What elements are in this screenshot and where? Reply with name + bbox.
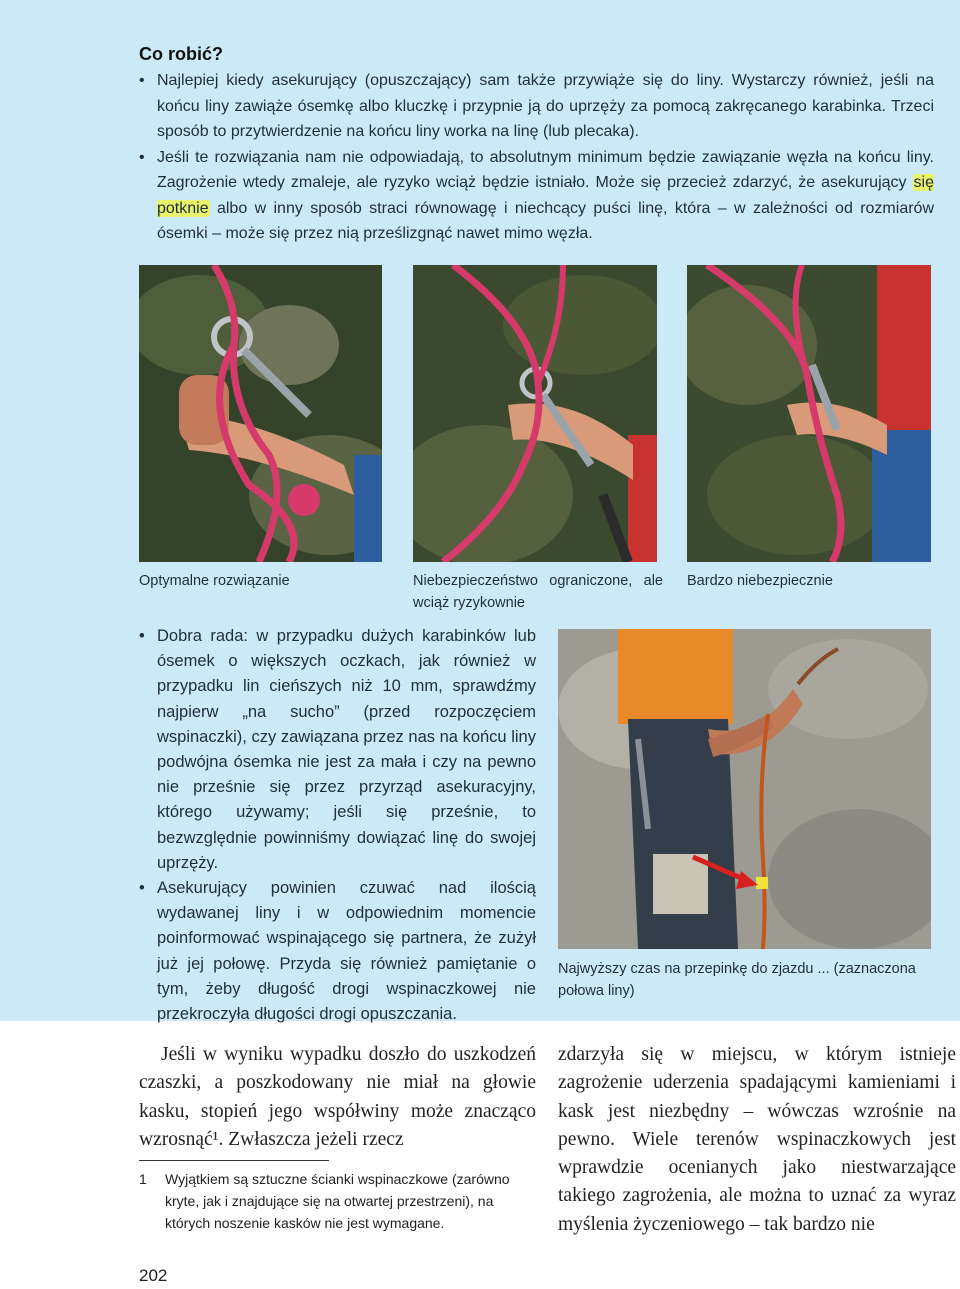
photo-optimal-illustration	[139, 265, 382, 562]
body-text-left: Jeśli w wyniku wypadku doszło do uszkodzeń czaszki, a poszkodowany nie miał na głowie kasku, stopień jego współwiny może znacząco wzrosnąć¹. Zwłaszcza jeżeli rzecz	[139, 1044, 536, 1150]
bullet-knot-minimum	[139, 145, 934, 247]
bullet-knot-text-2: albo w inny sposób straci równowagę i niechcący puści linę, która – w zależności od rozmiarów ósemki – może się przez nią prześlizgnąć nawet mimo węzła.	[157, 199, 934, 242]
photo-midpoint-illustration	[558, 629, 931, 949]
footnote	[139, 1168, 539, 1234]
caption-midpoint: Najwyższy czas na przepinkę do zjazdu ... (zaznaczona połowa liny)	[558, 961, 916, 999]
bullet-tie-in: • Najlepiej kiedy asekurujący (opuszczający) sam także przywiąże się do liny. Wystarczy również, jeśli na końcu liny zawiąże ósemkę albo kluczkę i przypnie ją do uprzęży za pomocą zakręcanego karabinka. Trzeci sposób to przytwierdzenie na końcu liny worka na linę (lub plecaka).	[139, 68, 934, 145]
bullet-knot-text-1: Jeśli te rozwiązania nam nie odpowiadają, to absolutnym minimum będzie zawiązanie węzła na końcu liny. Zagrożenie wtedy zmaleje, ale ryzyko wciąż będzie istniało. Może się przecież zdarzyć, że asekurujący	[157, 148, 934, 191]
caption-limited: Niebezpieczeństwo ograniczone, ale wciąż ryzykownie	[413, 573, 663, 611]
photo-limited-danger	[413, 265, 657, 562]
page-number: 202	[139, 1266, 168, 1285]
footnote-separator	[139, 1160, 329, 1161]
advice-half-rope: • Asekurujący powinien czuwać nad ilością wydawanej liny i w odpowiednim momencie poinformować wspinającego się partnera, że zużył już jej połowę. Przyda się również pamiętanie o tym, żeby długość drogi wspinaczkowej nie przekroczyła długości drogi opuszczania.	[139, 876, 536, 1027]
photo-very-dangerous	[687, 265, 931, 562]
footnote-text: Wyjątkiem są sztuczne ścianki wspinaczkowe (zarówno kryte, jak i znajdujące się na otwartej przestrzeni), na których noszenie kasków nie jest wymagane.	[165, 1171, 510, 1231]
caption-optimal: Optymalne rozwiązanie	[139, 573, 290, 589]
body-text-right: zdarzyła się w miejscu, w którym istnieje zagrożenie uderzenia spadającymi kamieniami i kask jest niezbędny – wówczas wzrośnie na pewno. Wiele terenów wspinaczkowych jest wprawdzie ocenianych jako niestwarzające takiego zagrożenia, ale można to uznać za wyraz myślenia życzeniowego – tak bardzo nie	[558, 1044, 956, 1235]
photo-dangerous-illustration	[687, 265, 931, 562]
advice-list	[139, 624, 536, 1027]
caption-dangerous: Bardzo niebezpiecznie	[687, 573, 833, 589]
footnote-number: 1	[139, 1171, 147, 1187]
advice-dry-run: • Dobra rada: w przypadku dużych karabinków lub ósemek o większych oczkach, jak również w przypadku lin cieńszych niż 10 mm, sprawdźmy najpierw „na sucho” (przed rozpoczęciem wspinaczki), czy zawiązana przez nas na końcu liny podwójna ósemka nie jest za mała i czy na pewno nie prześnie się przez przyrząd asekuracyjny, którego używamy; jeśli się prześnie, to bezwzględnie powinniśmy dowiązać linę do swojej uprzęży.	[139, 624, 536, 876]
highlighted-phrase: się potknie	[157, 174, 934, 217]
box-heading: Co robić?	[139, 44, 223, 64]
photo-rope-midpoint	[558, 629, 931, 949]
box-intro	[139, 68, 934, 247]
photo-limited-illustration	[413, 265, 657, 562]
photo-optimal-solution	[139, 265, 382, 562]
